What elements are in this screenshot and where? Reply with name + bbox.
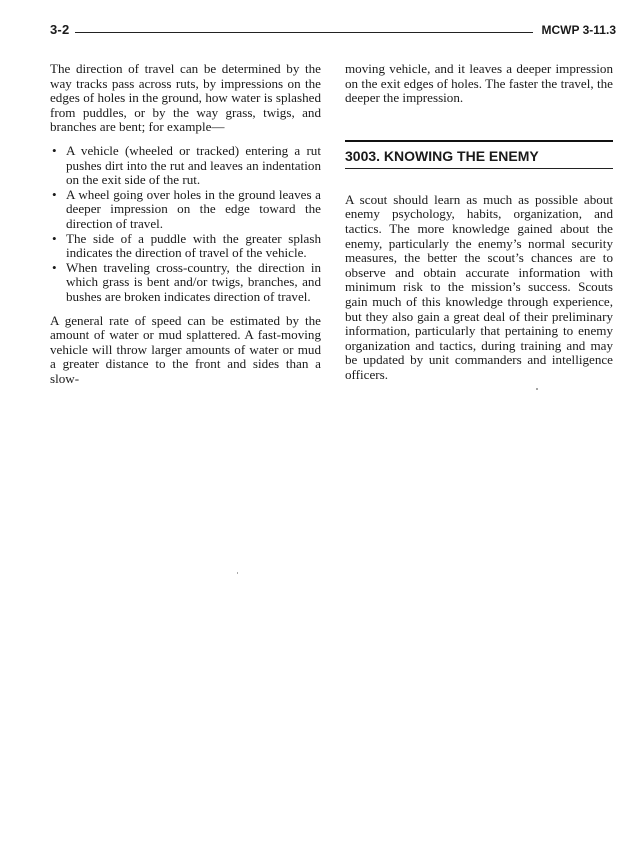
bullet-icon: • — [52, 230, 57, 246]
scan-speck — [237, 572, 238, 574]
bullet-icon: • — [52, 186, 57, 202]
list-item — [50, 261, 321, 305]
bullet-text: The side of a puddle with the greater splash indicates the direction of travel of the vehicle. — [66, 230, 321, 261]
speed-paragraph: A general rate of speed can be estimated by the amount of water or mud splattered. A fast-moving vehicle will throw larger amounts of water or mud a greater distance to the front and sides than a slow- — [50, 312, 321, 386]
section-rule-top — [345, 140, 613, 142]
document-id: MCWP 3-11.3 — [541, 23, 616, 37]
direction-intro-paragraph: The direction of travel can be determined by the way tracks pass across ruts, by impressions on the edges of holes in the ground, how water is splashed from puddles, or by the way grass, twigs, and branches are bent; for example— — [50, 61, 321, 135]
bullet-text: When traveling cross-country, the direction in which grass is bent and/or twigs, branches, and bushes are broken indicates direction of travel. — [66, 259, 321, 304]
section-rule-bottom — [345, 168, 613, 169]
knowing-enemy-paragraph: A scout should learn as much as possible about enemy psychology, habits, organization, and tactics. The more knowledge gained about the enemy, particularly the enemy’s normal security measures, the better the scout’s chances are to observe and obtain accurate information with minimum risk to the mission’s success. Scouts gain much of this knowledge through experience, but they also gain a great deal of their preliminary information, particularly that pertaining to enemy organization and tactics, during training and may be updated by unit commanders and intelligence officers. — [345, 191, 613, 382]
continuation-paragraph: moving vehicle, and it leaves a deeper impression on the exit edges of holes. The faster the travel, the deeper the impression. — [345, 61, 613, 106]
list-item — [50, 144, 321, 188]
direction-bullet-list — [50, 144, 321, 305]
left-column — [50, 62, 321, 386]
list-item — [50, 188, 321, 232]
list-item — [50, 232, 321, 261]
header-rule — [75, 32, 533, 33]
bullet-icon: • — [52, 259, 57, 275]
section-heading: 3003. KNOWING THE ENEMY — [345, 147, 539, 164]
bullet-text: A vehicle (wheeled or tracked) entering a rut pushes dirt into the rut and leaves an indentation on the exit side of the rut. — [66, 142, 321, 188]
bullet-text: A wheel going over holes in the ground leaves a deeper impression on the edge toward the direction of travel. — [66, 186, 321, 231]
page-number: 3-2 — [50, 22, 70, 37]
bullet-icon: • — [52, 142, 57, 158]
right-column — [345, 62, 613, 383]
scan-speck — [536, 388, 538, 390]
